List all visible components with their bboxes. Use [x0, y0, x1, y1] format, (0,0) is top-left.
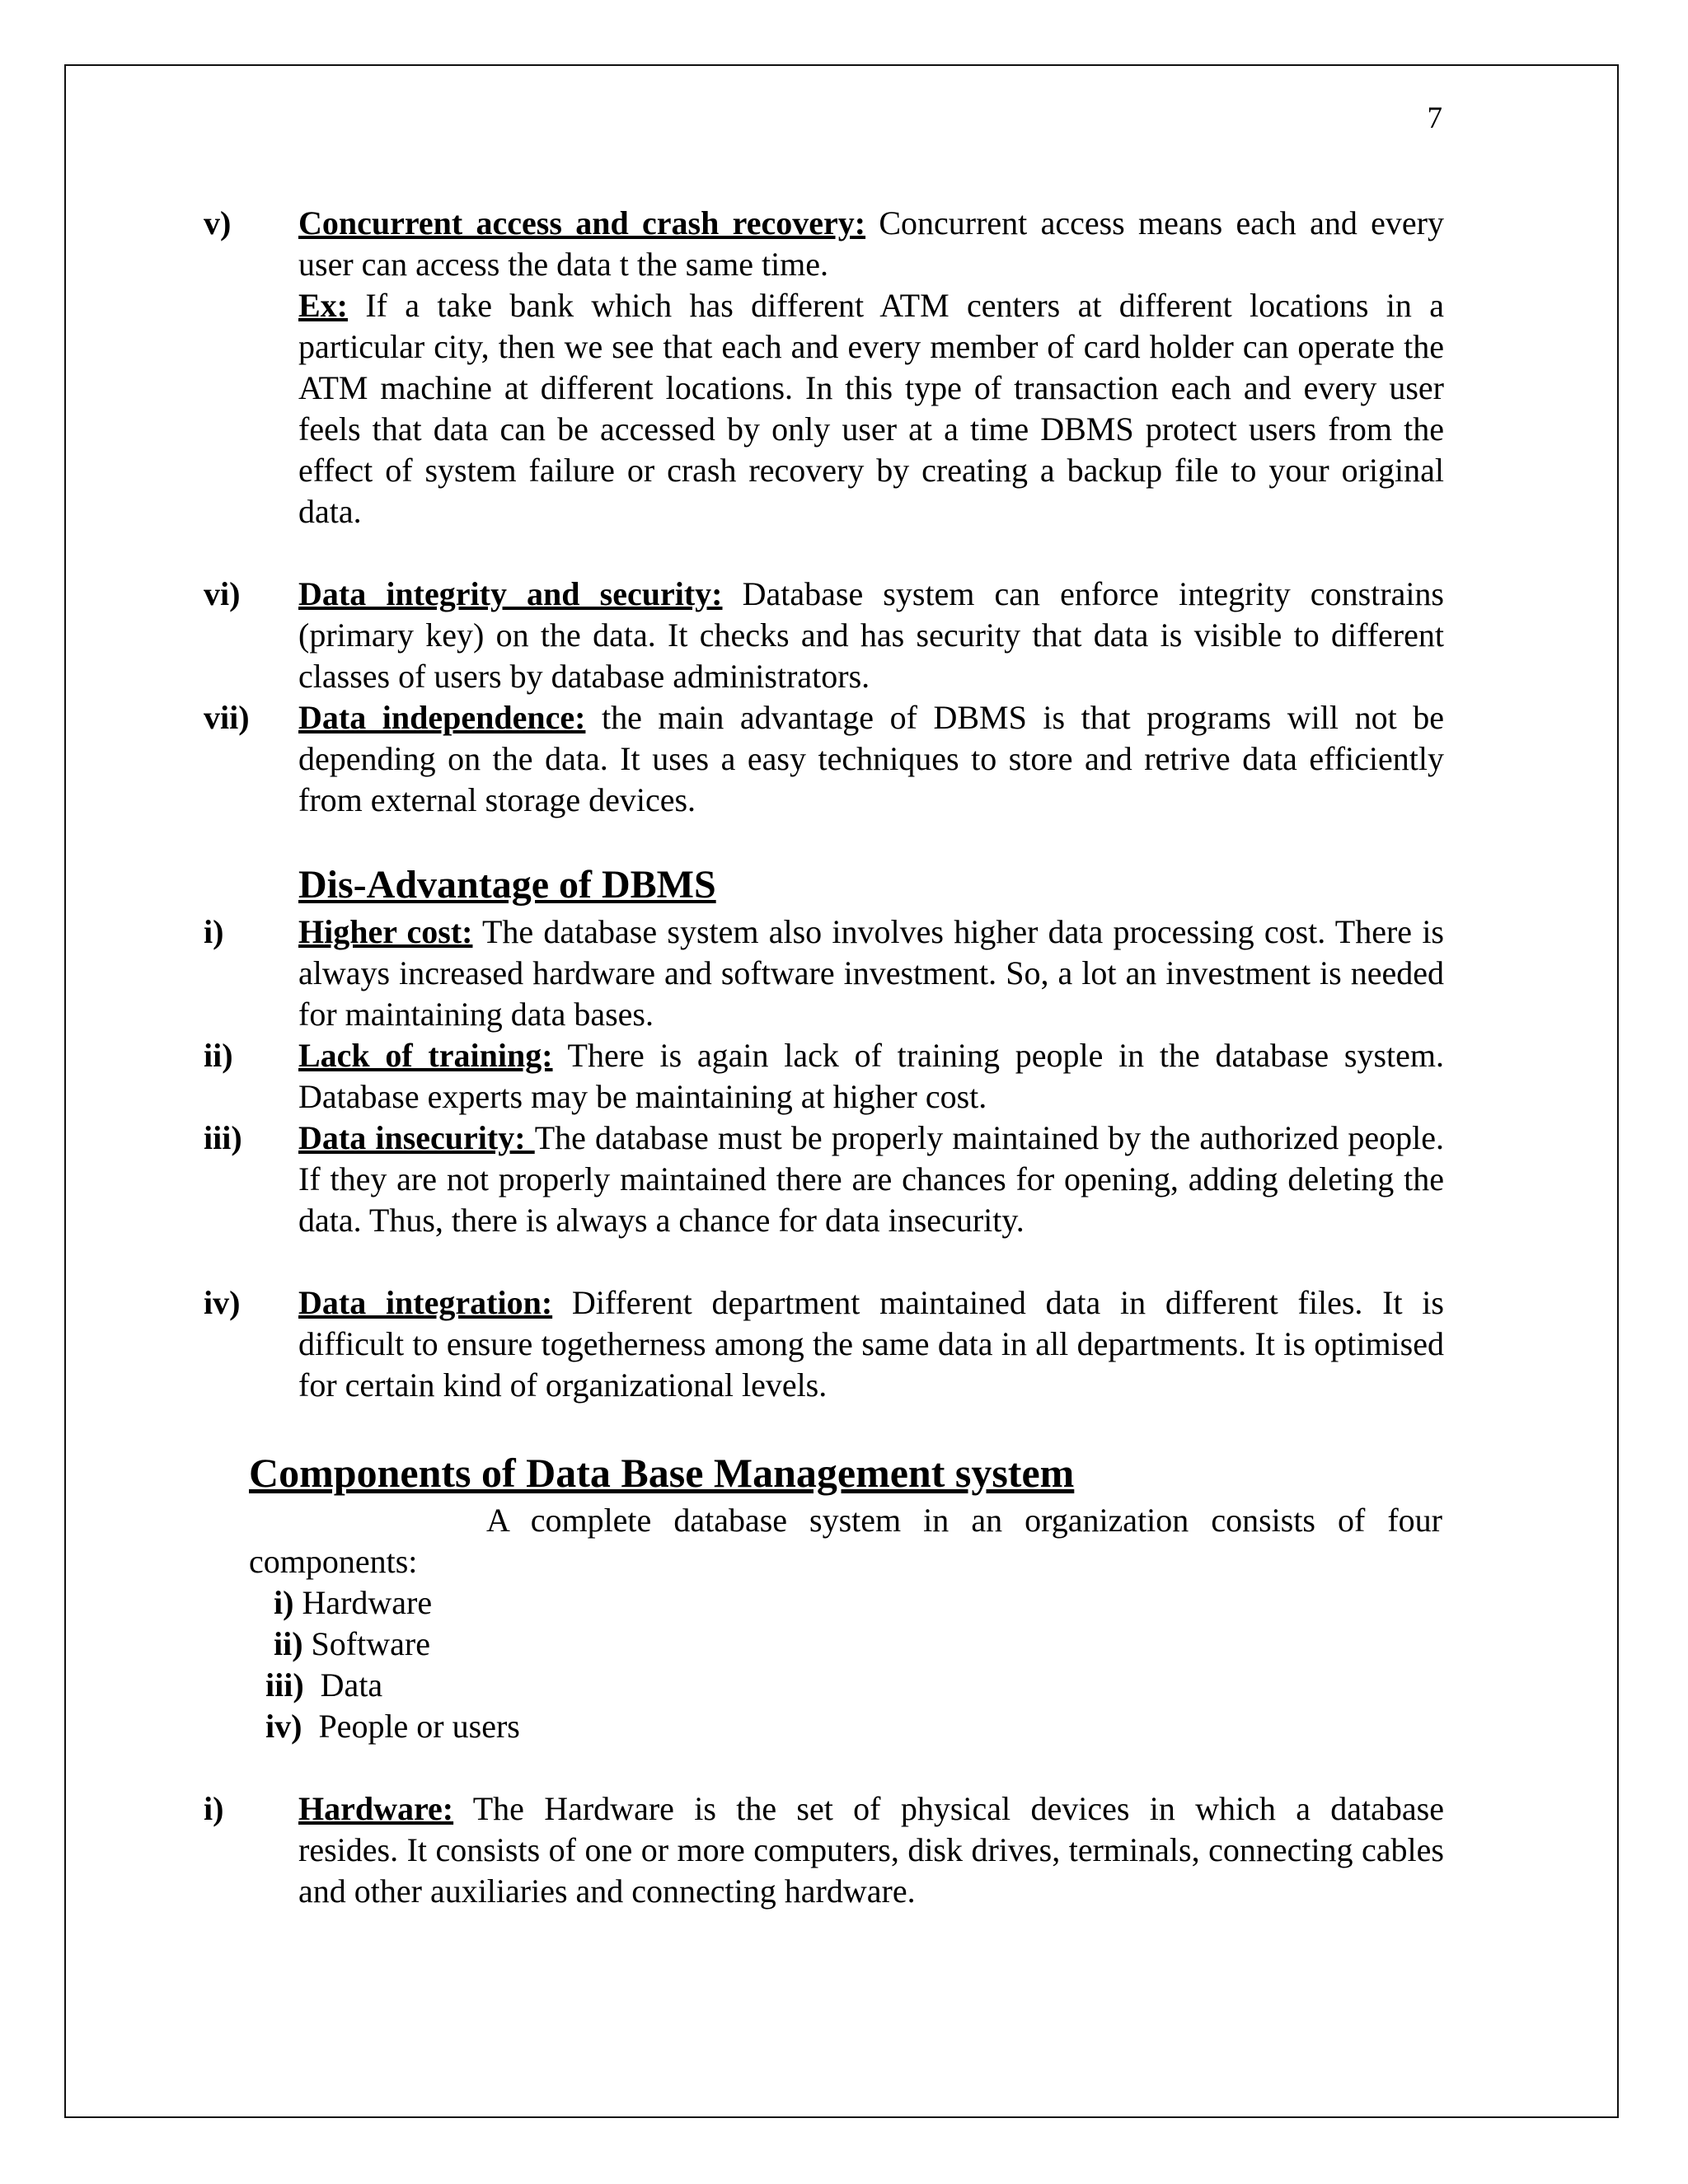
list-marker: iii)	[265, 1666, 304, 1704]
item-marker: v)	[204, 204, 232, 241]
item-term: Data integration:	[298, 1284, 553, 1321]
item-paragraph	[298, 574, 1444, 697]
item-text: Database system can enforce integrity constrains (primary key) on the data. It checks and has security that data is visible to different classes of users by database administrators.	[298, 575, 1444, 695]
example-label: Ex:	[298, 287, 348, 324]
disadvantages-heading: Dis-Advantage of DBMS	[298, 863, 716, 907]
item-marker: iii)	[204, 1119, 242, 1156]
item-marker: vi)	[204, 575, 241, 612]
item-text: The Hardware is the set of physical devices in which a database resides. It consists of one or more computers, disk drives, terminals, connecting cables and other auxiliaries and connecting hardware.	[298, 1790, 1493, 1910]
components-list-item	[274, 1582, 432, 1624]
disadvantage-item-ii	[204, 1035, 1444, 1118]
advantage-item-vii	[204, 697, 1444, 821]
example-paragraph	[298, 285, 1444, 532]
list-label: Data	[303, 1666, 383, 1704]
item-paragraph	[298, 697, 1444, 821]
list-label: Hardware	[293, 1584, 433, 1621]
item-marker: iv)	[204, 1284, 241, 1321]
item-marker: vii)	[204, 699, 250, 736]
item-text: Different department maintained data in different files. It is difficult to ensure togetherness among the same data in all departments. It is optimised for certain kind of organizational levels.	[298, 1284, 1444, 1404]
components-list-item	[274, 1624, 430, 1665]
item-paragraph	[298, 1788, 1493, 1912]
components-list-item	[265, 1665, 382, 1706]
list-marker: iv)	[265, 1708, 302, 1745]
advantage-item-vi	[204, 574, 1444, 697]
item-text: the main advantage of DBMS is that programs will not be depending on the data. It uses a easy techniques to store and retrive data efficiently from external storage devices.	[298, 699, 1444, 818]
item-marker: i)	[204, 1790, 224, 1827]
item-term: Hardware:	[298, 1790, 454, 1827]
item-paragraph	[298, 1282, 1444, 1406]
disadvantage-item-iii	[204, 1118, 1444, 1241]
list-label: Software	[302, 1625, 430, 1662]
list-label: People or users	[302, 1708, 520, 1745]
disadvantage-item-iv	[204, 1282, 1444, 1406]
component-hardware-item	[204, 1788, 1493, 1912]
list-marker: i)	[274, 1584, 294, 1621]
item-text: The database must be properly maintained by the authorized people. If they are not properly maintained there are chances for opening, adding deleting the data. Thus, there is always a chance for data insecurity.	[298, 1119, 1444, 1239]
components-intro-line2: components:	[249, 1543, 418, 1580]
components-heading: Components of Data Base Management system	[249, 1450, 1075, 1496]
item-text: There is again lack of training people in the database system. Database experts may be maintaining at higher cost.	[298, 1037, 1444, 1115]
item-term: Data integrity and security:	[298, 575, 723, 612]
item-paragraph	[298, 912, 1444, 1035]
item-paragraph	[298, 1035, 1444, 1118]
disadvantage-item-i	[204, 912, 1444, 1035]
item-term: Data insecurity:	[298, 1119, 535, 1156]
item-paragraph	[298, 1118, 1444, 1241]
components-intro-line1: A complete database system in an organization consists of four	[486, 1502, 1442, 1539]
item-term: Concurrent access and crash recovery:	[298, 204, 866, 241]
item-text: The database system also involves higher data processing cost. There is always increased hardware and software investment. So, a lot an investment is needed for maintaining data bases.	[298, 913, 1444, 1033]
page-number: 7	[1427, 101, 1442, 135]
list-marker: ii)	[274, 1625, 303, 1662]
item-marker: i)	[204, 913, 224, 950]
item-text: Concurrent access means each and every user can access the data t the same time.	[298, 204, 1445, 283]
example-text: If a take bank which has different ATM centers at different locations in a particular city, then we see that each and every member of card holder can operate the ATM machine at different locations. In this type of transaction each and every user feels that data can be accessed by only user at a time DBMS protect users from the effect of system failure or crash recovery by creating a backup file to your original data.	[298, 287, 1444, 530]
advantage-item-v	[204, 203, 1445, 532]
item-paragraph	[298, 203, 1444, 285]
item-term: Data independence:	[298, 699, 586, 736]
item-term: Lack of training:	[298, 1037, 553, 1074]
item-marker: ii)	[204, 1037, 233, 1074]
components-list-item	[265, 1706, 520, 1747]
item-term: Higher cost:	[298, 913, 473, 950]
